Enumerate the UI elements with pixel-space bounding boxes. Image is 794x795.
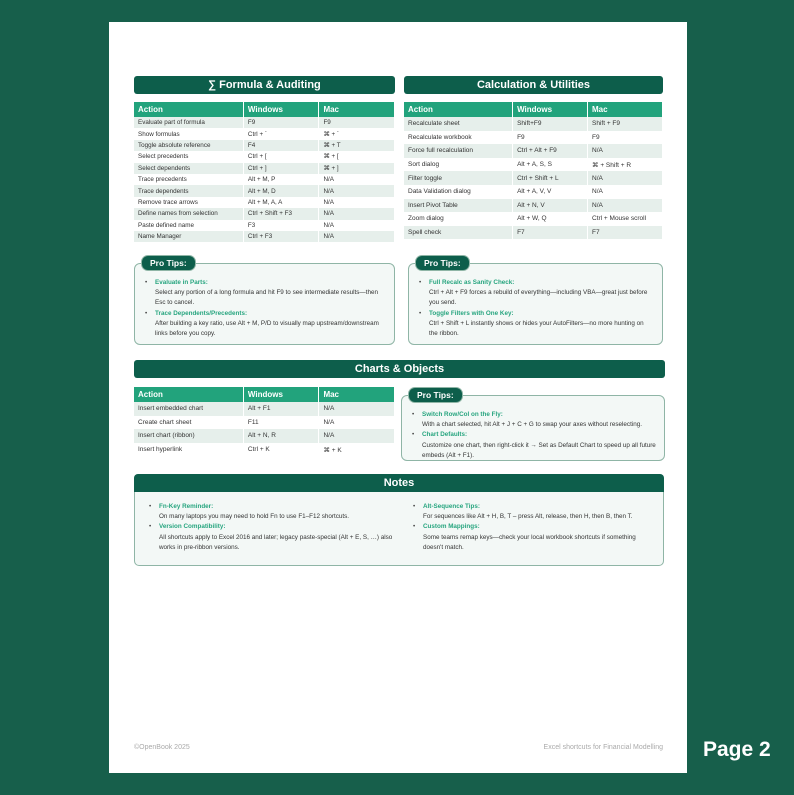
table-cell: Alt + N, V [513, 199, 588, 213]
table-cell: F4 [243, 140, 319, 151]
footer-title: Excel shortcuts for Financial Modelling [543, 744, 663, 751]
table-cell: ⌘ + ` [319, 128, 395, 139]
table-header-row [134, 102, 395, 117]
table-cell: N/A [588, 185, 663, 199]
table-row [134, 220, 395, 231]
charts-table [134, 387, 395, 456]
table-cell: Trace precedents [134, 174, 243, 185]
tip-item [143, 278, 386, 309]
table-cell: Alt + N, R [243, 429, 319, 443]
table-cell: Trace dependents [134, 185, 243, 196]
table-cell: N/A [319, 174, 395, 185]
table-cell: Paste defined name [134, 220, 243, 231]
pro-tips-label: Pro Tips: [141, 255, 196, 271]
charts-section-title: Charts & Objects [134, 360, 665, 378]
table-cell: Alt + M, D [243, 185, 319, 196]
column-header: Action [134, 387, 243, 402]
table-row [134, 429, 395, 443]
table-cell: Insert embedded chart [134, 402, 243, 416]
table-cell: Remove trace arrows [134, 197, 243, 208]
tip-title: • Fn-Key Reminder: [159, 503, 214, 510]
tip-text: On many laptops you may need to hold Fn to use F1–F12 shortcuts. [159, 513, 350, 521]
table-cell: F9 [319, 117, 395, 128]
notes-left [139, 497, 401, 557]
tip-title: • Trace Dependents/Precedents: [155, 309, 248, 317]
table-cell: N/A [319, 429, 395, 443]
table-row [134, 151, 395, 162]
table-cell: Ctrl + F3 [243, 231, 319, 242]
table-cell: Alt + M, A, A [243, 197, 319, 208]
formula-table [134, 102, 395, 242]
tip-title: • Toggle Filters with One Key: [429, 309, 514, 317]
table-row [134, 231, 395, 242]
table-row [134, 402, 395, 416]
table-cell: Create chart sheet [134, 416, 243, 430]
table-cell: F9 [588, 131, 663, 145]
tip-item [417, 278, 654, 309]
tip-title: • Chart Defaults: [422, 431, 468, 439]
table-header-row [134, 387, 395, 402]
table-cell: Ctrl + ] [243, 163, 319, 174]
table-cell: Zoom dialog [404, 212, 513, 226]
table-cell: Select precedents [134, 151, 243, 162]
column-header: Windows [243, 387, 319, 402]
table-cell: ⌘ + [ [319, 151, 395, 162]
tip-title: • Full Recalc as Sanity Check: [429, 279, 515, 286]
tip-title: • Custom Mappings: [423, 523, 480, 531]
table-cell: Ctrl + ` [243, 128, 319, 139]
tip-text: Customize one chart, then right-click it → Set as Default Chart to speed up all future embeds (Alt + F1). [422, 441, 656, 459]
tip-text: Some teams remap keys—check your local workbook shortcuts if something doesn't match. [423, 533, 636, 551]
notes-panel [134, 474, 664, 566]
page-number-label: Page 2 [703, 738, 771, 761]
table-cell: Shift+F9 [513, 117, 588, 131]
table-row [404, 131, 663, 145]
table-cell: Insert Pivot Table [404, 199, 513, 213]
table-header-row [404, 102, 663, 117]
table-cell: Ctrl + Shift + F3 [243, 208, 319, 219]
table-cell: Alt + W, Q [513, 212, 588, 226]
notes-right [403, 497, 665, 557]
table-cell: N/A [588, 171, 663, 185]
table-cell: F9 [243, 117, 319, 128]
table-cell: Data Validation dialog [404, 185, 513, 199]
table-cell: Show formulas [134, 128, 243, 139]
table-cell: Alt + M, P [243, 174, 319, 185]
table-cell: ⌘ + ] [319, 163, 395, 174]
table-cell: N/A [319, 231, 395, 242]
pro-tips-calc [408, 258, 663, 345]
table-row [404, 144, 663, 158]
table-cell: Toggle absolute reference [134, 140, 243, 151]
table-cell: Ctrl + [ [243, 151, 319, 162]
table-cell: F9 [513, 131, 588, 145]
pro-tips-formula [134, 258, 395, 345]
table-cell: Force full recalculation [404, 144, 513, 158]
column-header: Mac [319, 387, 395, 402]
column-header: Action [404, 102, 513, 117]
table-cell: Alt + A, V, V [513, 185, 588, 199]
table-cell: F3 [243, 220, 319, 231]
table-cell: Name Manager [134, 231, 243, 242]
table-row [404, 199, 663, 213]
table-cell: Recalculate sheet [404, 117, 513, 131]
tip-item [411, 502, 657, 522]
table-cell: N/A [319, 220, 395, 231]
table-cell: Alt + A, S, S [513, 158, 588, 172]
table-row [134, 117, 395, 128]
table-cell: N/A [319, 197, 395, 208]
tip-title: • Alt-Sequence Tips: [423, 503, 480, 510]
table-cell: ⌘ + Shift + R [588, 158, 663, 172]
table-row [134, 443, 395, 457]
tip-text: For sequences like Alt + H, B, T – press Alt, release, then H, then B, then T. [423, 513, 633, 521]
table-cell: Filter toggle [404, 171, 513, 185]
column-header: Action [134, 102, 243, 117]
table-cell: N/A [588, 199, 663, 213]
pro-tips-label: Pro Tips: [415, 255, 470, 271]
footer-copyright: ©OpenBook 2025 [134, 744, 190, 751]
table-cell: ⌘ + K [319, 443, 395, 457]
table-cell: N/A [319, 402, 395, 416]
tip-text: After building a key ratio, use Alt + M, P/D to visually map upstream/downstream links before you copy. [155, 319, 379, 338]
tip-text: Select any portion of a long formula and hit F9 to see intermediate results—then Esc to cancel. [155, 289, 378, 307]
table-cell: Recalculate workbook [404, 131, 513, 145]
table-row [134, 185, 395, 196]
table-cell: ⌘ + T [319, 140, 395, 151]
table-row [134, 416, 395, 430]
table-cell: Ctrl + Mouse scroll [588, 212, 663, 226]
table-row [404, 185, 663, 199]
table-row [134, 174, 395, 185]
table-cell: F7 [588, 226, 663, 240]
calc-table [404, 102, 663, 239]
table-cell: N/A [319, 185, 395, 196]
tip-item [410, 430, 656, 461]
tip-text: All shortcuts apply to Excel 2016 and later; legacy paste-special (Alt + E, S, …) also works in pre-ribbon versions. [159, 533, 393, 551]
table-cell: F11 [243, 416, 319, 430]
table-row [134, 208, 395, 219]
table-row [134, 140, 395, 151]
tip-item [411, 522, 657, 553]
table-cell: Select dependents [134, 163, 243, 174]
table-cell: Evaluate part of formula [134, 117, 243, 128]
tip-item [147, 522, 393, 553]
column-header: Mac [588, 102, 663, 117]
pro-tips-label: Pro Tips: [408, 387, 463, 403]
tip-title: • Switch Row/Col on the Fly: [422, 411, 503, 418]
calc-section-title: Calculation & Utilities [404, 76, 663, 94]
table-row [134, 197, 395, 208]
table-cell: N/A [588, 144, 663, 158]
table-cell: N/A [319, 416, 395, 430]
tip-text: Ctrl + Shift + L instantly shows or hides your AutoFilters—no more hunting on the ribbon. [429, 319, 644, 338]
table-cell: Spell check [404, 226, 513, 240]
table-cell: Ctrl + Shift + L [513, 171, 588, 185]
table-cell: Insert hyperlink [134, 443, 243, 457]
tip-text: Ctrl + Alt + F9 forces a rebuild of everything—including VBA—great just before you send. [429, 289, 648, 307]
table-cell: Define names from selection [134, 208, 243, 219]
column-header: Windows [513, 102, 588, 117]
table-cell: Ctrl + Alt + F9 [513, 144, 588, 158]
table-row [404, 226, 663, 240]
column-header: Mac [319, 102, 395, 117]
tip-item [410, 410, 656, 430]
tip-item [147, 502, 393, 522]
table-cell: Shift + F9 [588, 117, 663, 131]
table-cell: F7 [513, 226, 588, 240]
table-row [134, 128, 395, 139]
formula-section-title: ∑ Formula & Auditing [134, 76, 395, 94]
document-page [109, 22, 687, 773]
tip-item [417, 309, 654, 340]
tip-text: With a chart selected, hit Alt + J + C + G to swap your axes without reselecting. [422, 421, 642, 429]
table-row [404, 117, 663, 131]
pro-tips-charts [401, 390, 665, 461]
table-cell: Alt + F1 [243, 402, 319, 416]
tip-title: • Evaluate in Parts: [155, 279, 208, 286]
table-row [404, 171, 663, 185]
table-row [404, 212, 663, 226]
table-cell: Sort dialog [404, 158, 513, 172]
table-cell: Ctrl + K [243, 443, 319, 457]
table-row [404, 158, 663, 172]
tip-item [143, 309, 386, 340]
column-header: Windows [243, 102, 319, 117]
notes-title: Notes [134, 474, 664, 492]
table-cell: Insert chart (ribbon) [134, 429, 243, 443]
table-cell: N/A [319, 208, 395, 219]
table-row [134, 163, 395, 174]
tip-title: • Version Compatibility: [159, 523, 226, 531]
